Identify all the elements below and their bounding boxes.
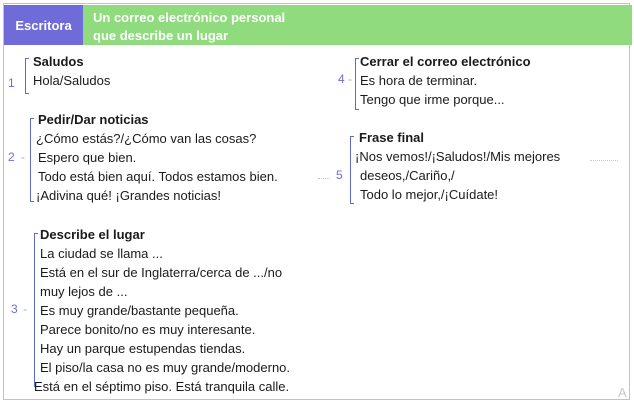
section-line: Espero que bien. [38, 150, 137, 165]
section-number-3: 3 [11, 302, 18, 316]
section-line: ¡Nos vemos!/¡Saludos!/Mis mejores [355, 149, 561, 164]
section-bracket-1 [25, 58, 29, 94]
section-line: Todo está bien aquí. Todos estamos bien. [38, 169, 278, 184]
section-line: ¡Adivina qué! ¡Grandes noticias! [36, 188, 221, 203]
section-title: Frase final [359, 130, 425, 145]
section-noticias [36, 110, 278, 205]
section-number-2: 2 [8, 150, 15, 164]
section-line: La ciudad se llama ... [40, 246, 163, 261]
page-title [83, 5, 632, 45]
page-title-line-2: que describe un lugar [93, 28, 229, 43]
section-bracket-2 [30, 118, 34, 202]
section-line: Está en el sur de Inglaterra/cerca de .../no [40, 265, 283, 280]
section-bracket-5 [350, 136, 354, 204]
page-title-line-1: Un correo electrónico personal [93, 10, 286, 25]
section-line: ¿Cómo estás?/¿Cómo van las cosas? [36, 131, 257, 146]
corner-mark: A [618, 385, 627, 400]
section-line: muy lejos de ... [40, 284, 128, 299]
section-number-1: 1 [8, 76, 15, 90]
section-line: Tengo que irme porque... [360, 92, 505, 107]
section-number-4: 4 [338, 72, 345, 86]
writer-label [4, 5, 83, 45]
section-title: Pedir/Dar noticias [38, 112, 149, 127]
number-tick-4: - [348, 72, 352, 86]
section-title: Describe el lugar [40, 227, 145, 242]
section-frase-final [355, 128, 560, 204]
section-line: Es muy grande/bastante pequeña. [40, 303, 239, 318]
number-tick-2: - [21, 150, 25, 164]
section-line: Hola/Saludos [33, 73, 111, 88]
number-tick-3: - [23, 302, 27, 316]
writer-label-text: Escritora [15, 17, 72, 33]
section-line: Hay un parque estupendas tiendas. [40, 341, 246, 356]
section-line: El piso/la casa no es muy grande/moderno. [40, 360, 291, 375]
section-line: Todo lo mejor,/¡Cuídate! [360, 187, 499, 202]
section-line: Está en el séptimo piso. Está tranquila calle. [34, 379, 290, 394]
section-line: Es hora de terminar. [360, 73, 478, 88]
section-lugar [34, 225, 291, 396]
section-bracket-4 [355, 58, 359, 110]
section-cerrar [360, 52, 531, 109]
section-line: Parece bonito/no es muy interesante. [40, 322, 256, 337]
section-number-5: 5 [336, 168, 343, 182]
dotted-leader [318, 178, 330, 179]
dotted-leader [590, 160, 618, 161]
section-saludos [33, 52, 110, 90]
section-line: deseos,/Cariño,/ [360, 168, 455, 183]
section-title: Saludos [33, 54, 84, 69]
section-title: Cerrar el correo electrónico [360, 54, 531, 69]
